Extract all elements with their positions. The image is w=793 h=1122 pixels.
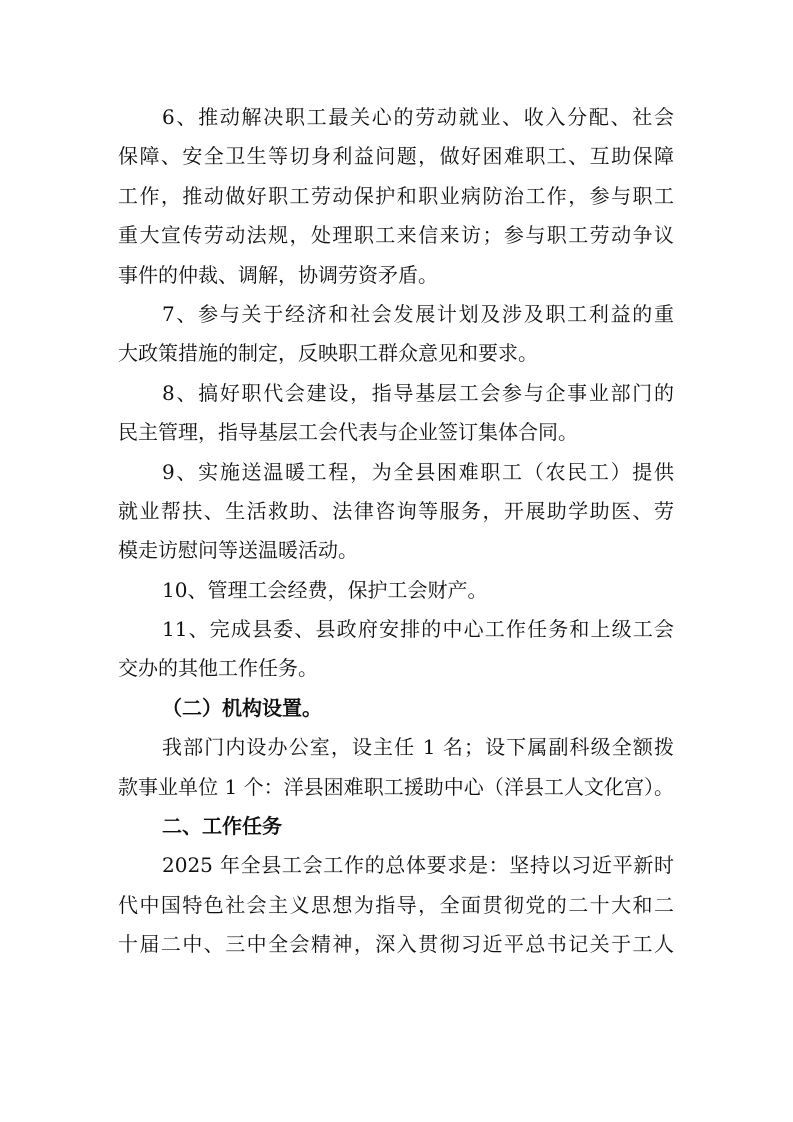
paragraph-8-line-2: 民主管理，指导基层工会代表与企业签订集体合同。: [118, 420, 578, 445]
tasks-paragraph-line-3: 十届二中、三中全会精神，深入贯彻习近平总书记关于工人: [118, 932, 674, 957]
tasks-paragraph-line-1: 2025 年全县工会工作的总体要求是：坚持以习近平新时: [162, 853, 674, 878]
paragraph-6-line-3: 工作，推动做好职工劳动保护和职业病防治工作，参与职工: [118, 183, 674, 208]
paragraph-6-line-2: 保障、安全卫生等切身利益问题，做好困难职工、互助保障: [118, 144, 674, 169]
tasks-paragraph-line-2: 代中国特色社会主义思想为指导，全面贯彻党的二十大和二: [118, 892, 674, 917]
paragraph-9-line-3: 模走访慰问等送温暖活动。: [118, 538, 358, 563]
organization-paragraph-line-1: 我部门内设办公室，设主任 1 名；设下属副科级全额拨: [162, 735, 674, 760]
paragraph-7-line-2: 大政策措施的制定，反映职工群众意见和要求。: [118, 341, 538, 366]
paragraph-7-line-1: 7、参与关于经济和社会发展计划及涉及职工利益的重: [162, 301, 674, 326]
organization-paragraph-line-2: 款事业单位 1 个：洋县困难职工援助中心（洋县工人文化宫）。: [118, 774, 674, 799]
paragraph-10-line-1: 10、管理工会经费，保护工会财产。: [162, 577, 488, 602]
section-heading-tasks: 二、工作任务: [162, 814, 282, 839]
section-heading-organization: （二）机构设置。: [162, 695, 322, 720]
paragraph-6-line-1: 6、推动解决职工最关心的劳动就业、收入分配、社会: [162, 105, 674, 129]
document-body: [118, 98, 674, 965]
paragraph-6-line-4: 重大宣传劳动法规，处理职工来信来访；参与职工劳动争议: [118, 223, 674, 248]
paragraph-11-line-1: 11、完成县委、县政府安排的中心工作任务和上级工会: [162, 617, 674, 642]
paragraph-6-line-5: 事件的仲裁、调解，协调劳资矛盾。: [118, 262, 438, 287]
paragraph-9-line-1: 9、实施送温暖工程，为全县困难职工（农民工）提供: [162, 459, 674, 484]
paragraph-11-line-2: 交办的其他工作任务。: [118, 656, 318, 681]
paragraph-8-line-1: 8、搞好职代会建设，指导基层工会参与企事业部门的: [162, 380, 674, 405]
paragraph-9-line-2: 就业帮扶、生活救助、法律咨询等服务，开展助学助医、劳: [118, 498, 674, 523]
